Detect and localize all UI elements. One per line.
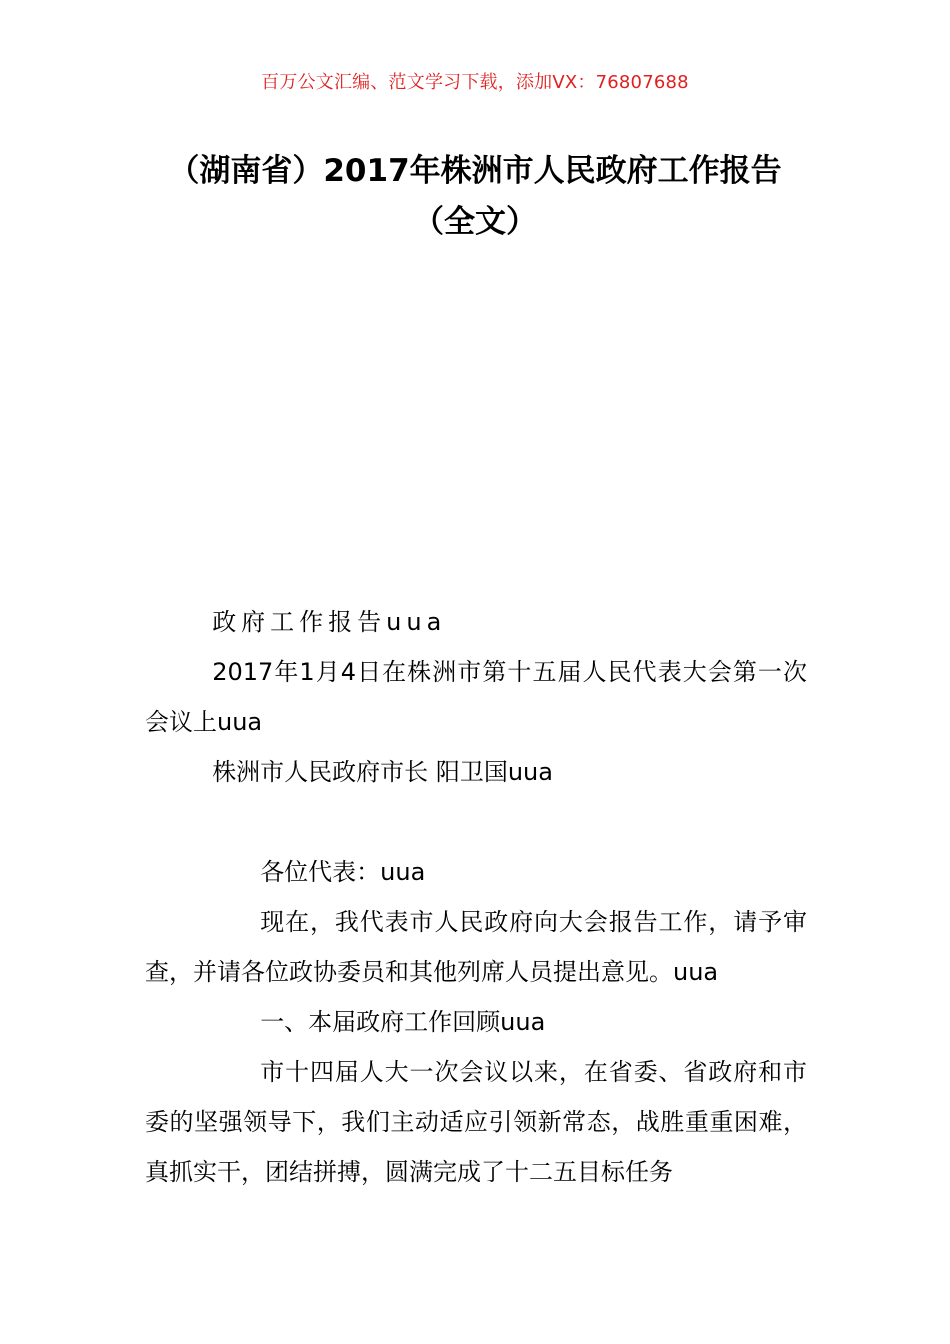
paragraph-2: 市十四届人大一次会议以来，在省委、省政府和市委的坚强领导下，我们主动适应引领新常态，战胜重重困难，真抓实干，团结拼搏，圆满完成了十二五目标任务	[145, 1058, 807, 1186]
document-body	[145, 597, 807, 1197]
report-name-line: 政府工作报告uua	[212, 608, 447, 636]
document-title: （湖南省）2017年株洲市人民政府工作报告（全文）	[168, 153, 782, 240]
speaker-line: 株洲市人民政府市长 阳卫国uua	[212, 758, 553, 786]
salutation-line: 各位代表：uua	[260, 858, 426, 886]
header-note: 百万公文汇编、范文学习下载，添加VX：76807688	[261, 72, 689, 93]
section-heading-1: 一、本届政府工作回顾uua	[260, 1008, 546, 1036]
paragraph-1: 现在，我代表市人民政府向大会报告工作，请予审查，并请各位政协委员和其他列席人员提出意见。uua	[145, 908, 807, 986]
blank-line	[145, 797, 807, 847]
occasion-line: 2017年1月4日在株洲市第十五届人民代表大会第一次会议上uua	[145, 658, 807, 736]
